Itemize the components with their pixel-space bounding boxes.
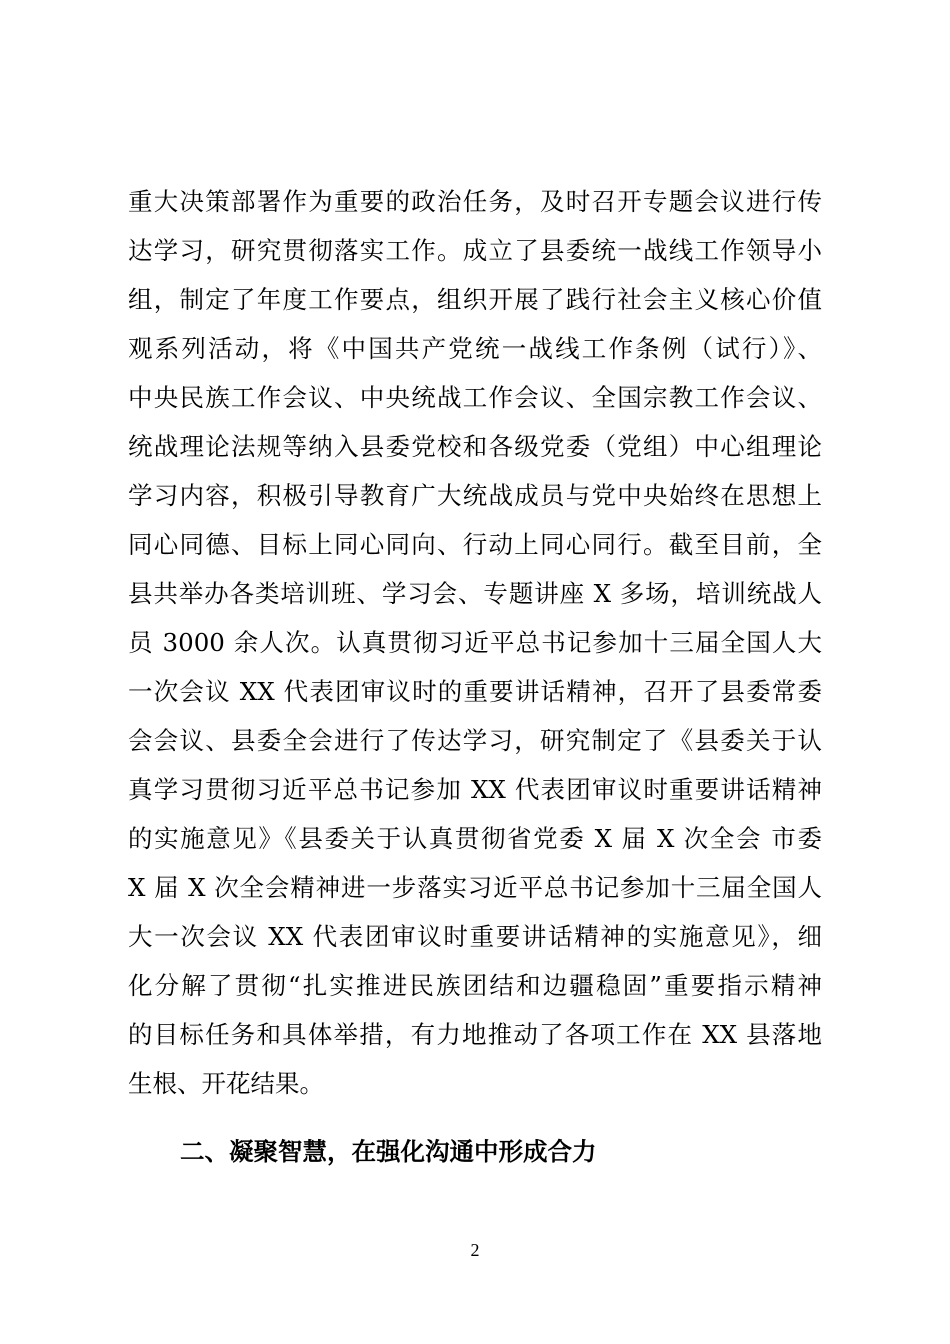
paragraph-line: 同心同德、目标上同心同向、行动上同心同行。截至目前，全 (128, 530, 822, 559)
body-paragraph (128, 177, 822, 1108)
paragraph-line: X 届 X 次全会精神进一步落实习近平总书记参加十三届全国人 (128, 873, 822, 902)
paragraph-line: 的实施意见》《县委关于认真贯彻省党委 X 届 X 次全会 市委 (128, 824, 822, 853)
page-number: 2 (470, 1240, 480, 1260)
paragraph-line: 学习内容，积极引导教育广大统战成员与党中央始终在思想上 (128, 481, 822, 510)
paragraph-line: 一次会议 XX 代表团审议时的重要讲话精神，召开了县委常委 (128, 677, 822, 706)
paragraph-line: 中央民族工作会议、中央统战工作会议、全国宗教工作会议、 (128, 383, 822, 412)
paragraph-line: 观系列活动，将《中国共产党统一战线工作条例（试行）》、 (128, 334, 822, 363)
paragraph-line: 化分解了贯彻“扎实推进民族团结和边疆稳固”重要指示精神 (128, 971, 822, 1000)
paragraph-line: 员 3000 余人次。认真贯彻习近平总书记参加十三届全国人大 (128, 628, 822, 657)
paragraph-line: 会会议、县委全会进行了传达学习，研究制定了《县委关于认 (128, 726, 822, 755)
paragraph-line: 县共举办各类培训班、学习会、专题讲座 X 多场，培训统战人 (128, 579, 822, 608)
paragraph-line: 真学习贯彻习近平总书记参加 XX 代表团审议时重要讲话精神 (128, 775, 822, 804)
paragraph-line: 统战理论法规等纳入县委党校和各级党委（党组）中心组理论 (128, 432, 822, 461)
paragraph-line: 达学习，研究贯彻落实工作。成立了县委统一战线工作领导小 (128, 236, 822, 265)
paragraph-line: 重大决策部署作为重要的政治任务，及时召开专题会议进行传 (128, 187, 822, 216)
paragraph-line: 大一次会议 XX 代表团审议时重要讲话精神的实施意见》，细 (128, 922, 822, 951)
paragraph-line: 组，制定了年度工作要点，组织开展了践行社会主义核心价值 (128, 285, 822, 314)
section-heading: 二、凝聚智慧，在强化沟通中形成合力 (180, 1137, 597, 1166)
paragraph-line: 生根、开花结果。 (128, 1069, 324, 1098)
paragraph-line: 的目标任务和具体举措，有力地推动了各项工作在 XX 县落地 (128, 1020, 822, 1049)
